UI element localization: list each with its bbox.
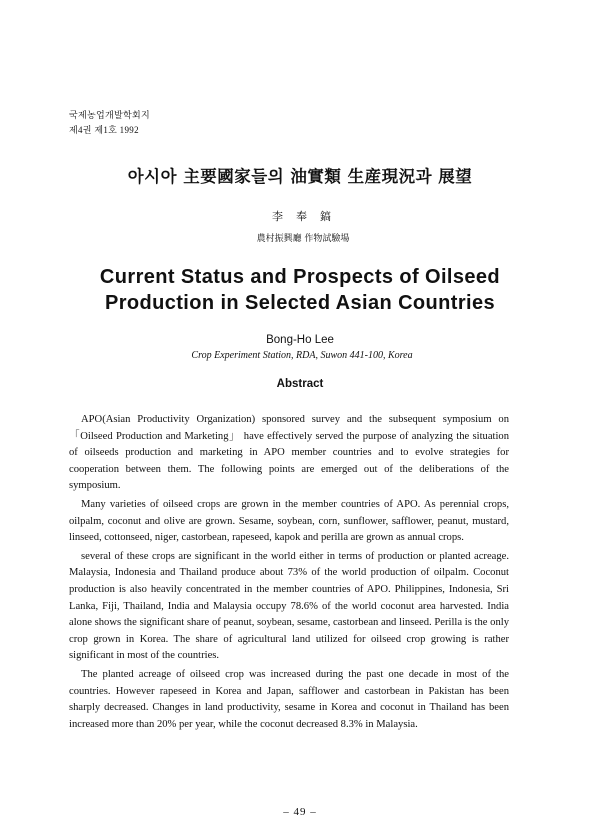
page-number: – 49 – [283, 806, 317, 818]
korean-affiliation: 農村振興廳 作物試驗場 [256, 234, 350, 244]
abstract-paragraph: several of these crops are significant in the world either in terms of production or planted acreage. Malaysia, Indonesia and Thailand produce about 73% of the world production of oilpalm. Coconut production is also heavily concentrated in the member countries of APO. Philippines, Indonesia, Sri Lanka, Fiji, Thailand, India and Malaysia occupy 78.6% of the world coconut area harvested. India alone shows the significant share of peanut, soybean, sesame, castorbean and linseed. Perilla is the only crop grown in Korea. The share of agricultural land utilized for oilseed crop growing is rather significant in most of the countries. [69, 550, 509, 662]
abstract-body [69, 412, 509, 735]
abstract-paragraph: APO(Asian Productivity Organization) sponsored survey and the subsequent symposium on 「Oilseed Production and Marketing」 have effectively served the purpose of analyzing the situation of oilseeds production and marketing in APO member countries and to evolve strategies for cooperation between them. The following points are emerged out of the deliberations of the symposium. [69, 414, 509, 492]
journal-info [69, 108, 150, 138]
abstract-paragraph: The planted acreage of oilseed crop was increased during the past one decade in most of the countries. However rapeseed in Korea and Japan, safflower and castorbean in Pakistan has been sharply decreased. Changes in land productivity, sesame in Korea and coconut in Thailand has been increased more than 20% per year, while the coconut decreased 8.3% in Malaysia. [69, 668, 509, 730]
journal-name: 국제농업개발학회지 [69, 110, 150, 120]
english-title-line-1: Current Status and Prospects of Oilseed [99, 266, 501, 288]
abstract-heading: Abstract [276, 378, 324, 390]
korean-title: 아시아 主要國家들의 油實類 生産現況과 展望 [127, 167, 473, 186]
korean-author: 李奉鎬 [272, 210, 344, 223]
english-title [0, 264, 600, 316]
english-title-line-2: Production in Selected Asian Countries [104, 292, 496, 314]
abstract-paragraph: Many varieties of oilseed crops are grown in the member countries of APO. As perennial crops, oilpalm, coconut and olive are grown. Sesame, soybean, corn, sunflower, safflower, peanut, mustard, linseed, cottonseed, niger, castorbean, rapeseed, kapok and perilla are grown as annual crops. [69, 498, 509, 544]
english-affiliation: Crop Experiment Station, RDA, Suwon 441-100, Korea [191, 350, 413, 361]
journal-issue: 제4권 제1호 1992 [69, 125, 139, 135]
english-author: Bong-Ho Lee [266, 334, 334, 346]
